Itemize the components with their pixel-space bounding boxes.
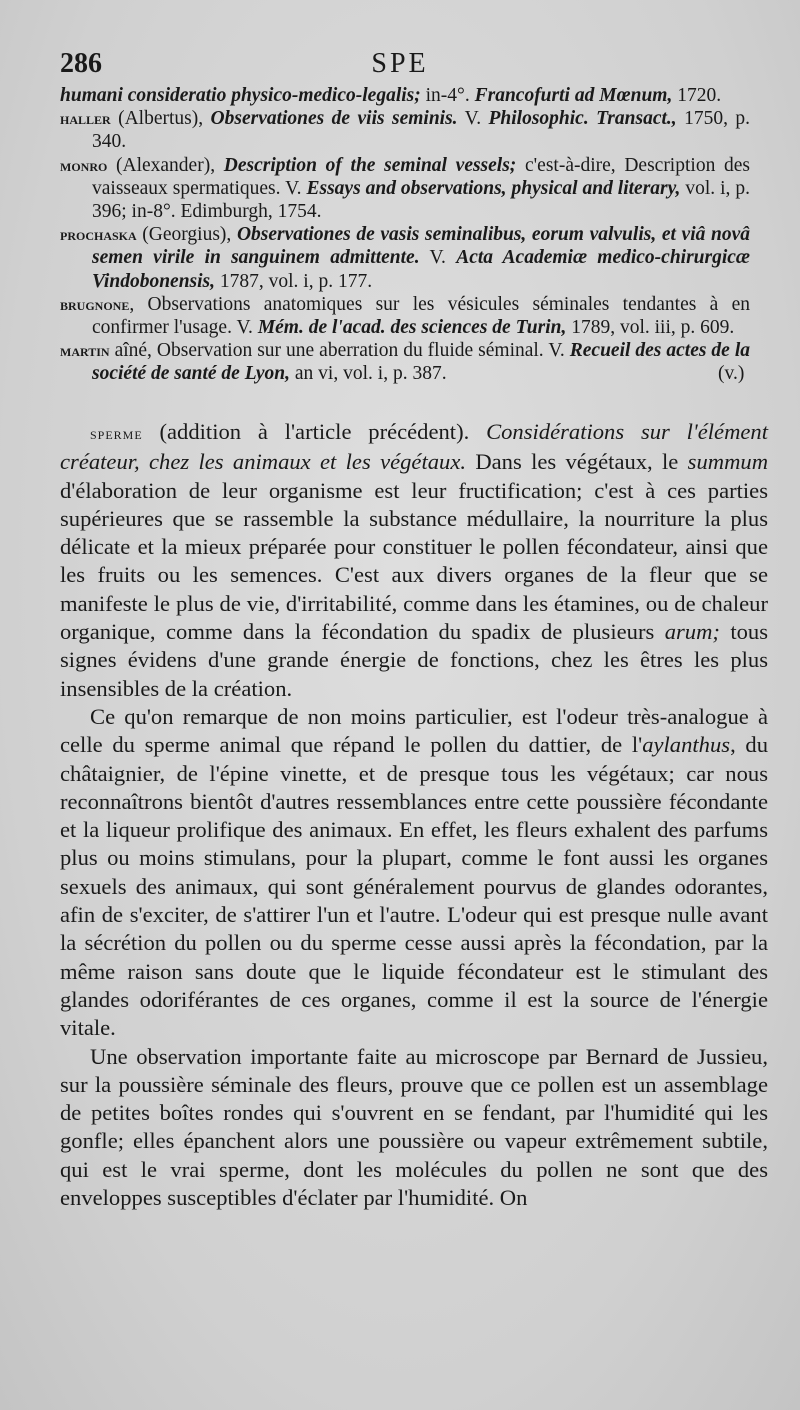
running-head: SPE (371, 48, 429, 79)
page-number: 286 (60, 48, 102, 79)
article-body (60, 418, 768, 1212)
entry-text: vol. i, p. 396; in-8°. Edimburgh, 1754. (92, 177, 750, 223)
article-paragraph (60, 1043, 768, 1213)
article-paragraph (60, 703, 768, 1043)
bibliography-entry (60, 107, 750, 153)
entry-text: 1750, p. 340. (92, 108, 750, 153)
paragraph-text: d'élaboration de leur organisme est leur fructification; c'est à ces parties supérieures que se rassemble la substance médullaire, la nourriture la plus délicate et la mieux préparée pour constituer le pollen fécondateur, ainsi que les fruits ou les semences. C'est aux divers organes de la fleur que se manifeste le plus de vie, d'irritabilité, comme dans les étamines, ou de chaleur organique, comme dans la fécondation du spadix de plusieurs (60, 477, 768, 645)
work-title: humani consideratio physico-medico-legalis; (60, 85, 421, 106)
heading-rest: (addition à l'article précédent). (142, 419, 487, 444)
entry-text: (Alexander), (107, 154, 224, 176)
bibliography-entry (60, 154, 750, 224)
bibliography-list (60, 84, 750, 386)
italic-term: aylanthus (642, 732, 731, 758)
paragraph-text: Une observation importante faite au microscope par Bernard de Jussieu, sur la poussière séminale des fleurs, prouve que ce pollen est un assemblage de petites boîtes rondes qui s'ouvrent en se fendant, par l'humidité qui les gonfle; elles épanchent alors une poussière ou vapeur extrêmement subtile, qui est le vrai sperme, dont les molécules du pollen ne sont que des enveloppes susceptibles d'éclater par l'humidité. On (60, 1043, 768, 1211)
publication-name: Philosophic. Transact., (488, 108, 677, 130)
entry-text: c'est-à-dire, Description des vaisseaux spermatiques. V. (92, 154, 750, 199)
paragraph-text: tous signes évidens d'une grande énergie de fonctions, chez les êtres les plus insensibles de la création. (60, 619, 769, 701)
entry-text: , Observations anatomiques sur les vésicules séminales tendantes à en confirmer l'usage. V. (92, 293, 750, 339)
entry-text: an vi, vol. i, p. 387. (290, 363, 447, 385)
publication-name: Essays and observations, physical and literary, (306, 177, 681, 199)
work-title: Observationes de vasis seminalibus, eorum valvulis, et viâ novâ semen virile in sanguinem admittente. (92, 224, 750, 269)
italic-term: summum (687, 449, 769, 475)
bibliography-entry: martin aîné, Observation sur une aberration du fluide séminal. V. Recueil des actes de la société de santé de Lyon, an vi, vol. i, p. 387. (v.) (60, 340, 750, 385)
paragraph-text: Ce qu'on remarque de non moins particulier, est l'odeur très-analogue à celle du sperme animal que répand le pollen du dattier, de l' (60, 703, 768, 758)
entry-text: V. (419, 247, 457, 269)
headword: sperme (90, 424, 143, 443)
author-name: prochaska (60, 225, 137, 245)
paragraph-text: , du châtaignier, de l'épine vinette, et de presque tous les végétaux; car nous reconnaîtrons bientôt d'autres ressemblances entre cette poussière fécondante et la liqueur prolifique des animaux. En effet, les fleurs exhalent des parfums plus ou moins stimulans, pour la plupart, comme le font aussi les organes sexuels des animaux, qui sont généralement pourvus de glandes odorantes, afin de s'exciter, de s'attirer l'un et l'autre. L'odeur qui est presque nulle avant la sécrétion du pollen ou du sperme cesse aussi après la fécondation, par la même raison sans doute que le liquide fécondateur est le stimulant des glandes odoriférantes de ces organes, comme il est la source de l'énergie vitale. (60, 732, 768, 1041)
entry-text: (Albertus), (110, 108, 211, 130)
italic-term: arum; (664, 619, 720, 645)
entry-text: 1720. (672, 85, 722, 106)
entry-text: aîné, Observation sur une aberration du fluide séminal. V. (109, 340, 570, 362)
bibliography-entry (60, 293, 750, 339)
entry-text: (Georgius), (136, 224, 237, 246)
heading-title: Considérations sur l'élément créateur, chez les animaux et les végétaux. (60, 419, 768, 475)
publication-name: Acta Academiæ medico-chirurgicæ Vindobonensis, (92, 247, 751, 292)
bibliography-entry (60, 84, 750, 107)
author-name: martin (60, 341, 110, 361)
bibliography-entry (60, 223, 750, 293)
entry-text: in-4°. (420, 85, 475, 106)
entry-text: 1787, vol. i, p. 177. (215, 270, 373, 292)
author-name: brugnone (60, 294, 130, 314)
author-name: haller (60, 109, 111, 129)
work-title: Description of the seminal vessels; (223, 154, 517, 176)
entry-text: V. (457, 108, 489, 130)
author-name: monro (60, 155, 108, 175)
paragraph-text: Dans les végétaux, le (466, 449, 688, 475)
page-header (60, 48, 740, 84)
work-title: Recueil des actes de la société de santé de Lyon, (92, 340, 750, 385)
publication-name: Francofurti ad Mœnum, (474, 85, 673, 106)
article-paragraph (60, 418, 768, 703)
work-title: Mém. de l'acad. des sciences de Turin, (257, 317, 567, 339)
entry-text: 1789, vol. iii, p. 609. (566, 317, 735, 339)
work-title: Observationes de viis seminis. (210, 108, 458, 130)
